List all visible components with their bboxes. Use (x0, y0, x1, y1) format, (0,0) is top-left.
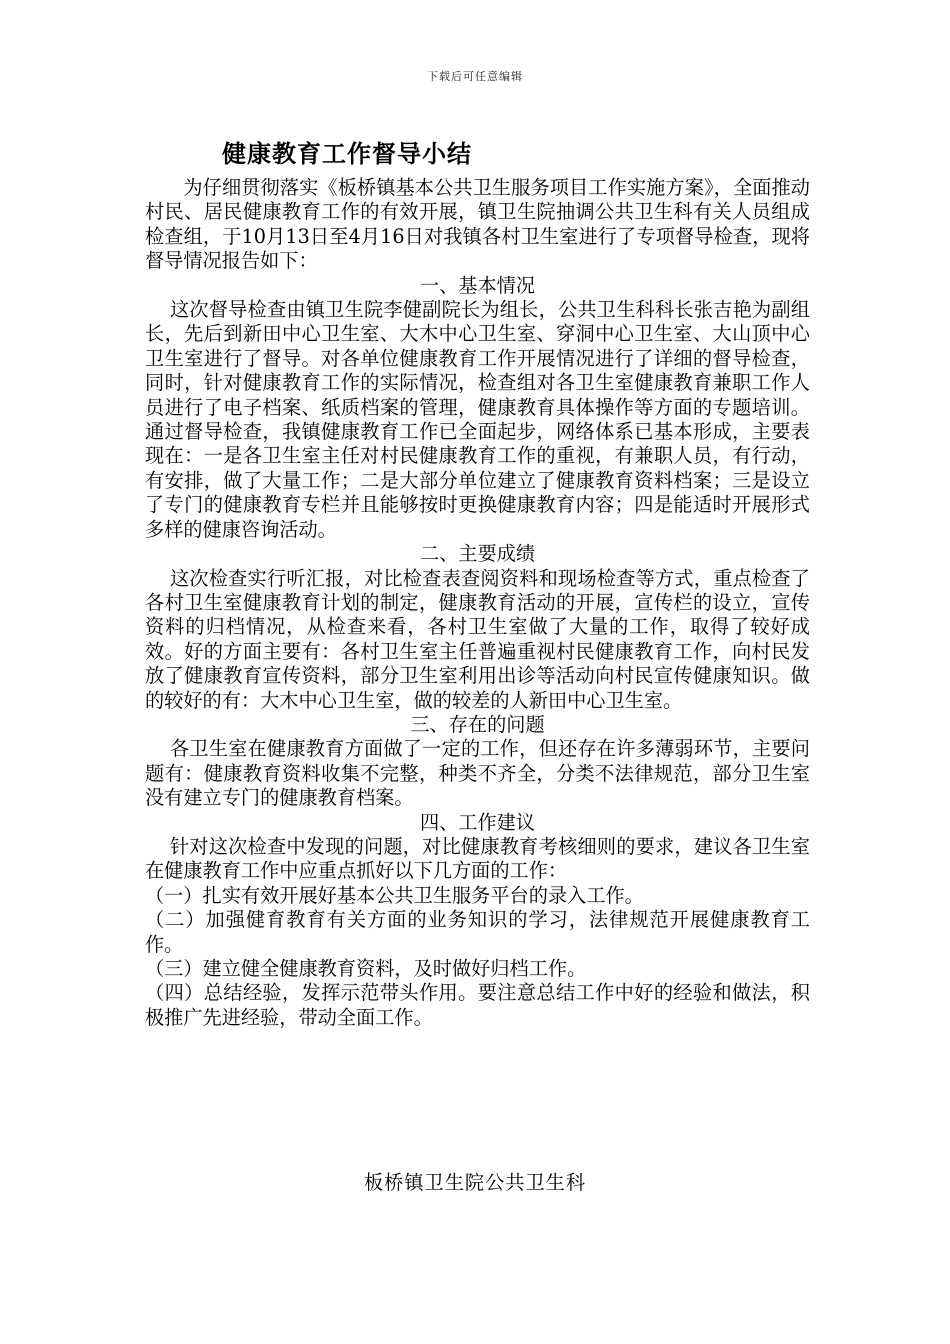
section-heading-existing-problems: 三、存在的问题 (410, 712, 545, 736)
section-body-work-suggestions: 针对这次检查中发现的问题，对比健康教育考核细则的要求，建议各卫生室在健康教育工作中应重点抓好以下几方面的工作： (145, 834, 810, 883)
section-body-basic-situation: 这次督导检查由镇卫生院李健副院长为组长，公共卫生科科长张吉艳为副组长，先后到新田中心卫生室、大木中心卫生室、穿洞中心卫生室、大山顶中心卫生室进行了督导。对各单位健康教育工作开展情况进行了详细的督导检查，同时，针对健康教育工作的实际情况，检查组对各卫生室健康教育兼职工作人员进行了电子档案、纸质档案的管理，健康教育具体操作等方面的专题培训。通过督导检查，我镇健康教育工作已全面起步，网络体系已基本形成，主要表现在：一是各卫生室主任对村民健康教育工作的重视，有兼职人员，有行动，有安排，做了大量工作；二是大部分单位建立了健康教育资料档案；三是设立了专门的健康教育专栏并且能够按时更换健康教育内容；四是能适时开展形式多样的健康咨询活动。 (145, 298, 810, 541)
header-note: 下载后可任意编辑 (427, 70, 523, 83)
suggestion-item-1: （一）扎实有效开展好基本公共卫生服务平台的录入工作。 (145, 883, 644, 907)
document-body (145, 176, 810, 1030)
document-title: 健康教育工作督导小结 (222, 140, 472, 168)
suggestion-item-3: （三）建立健全健康教育资料，及时做好归档工作。 (145, 957, 587, 980)
section-heading-basic-situation: 一、基本情况 (419, 273, 536, 297)
section-heading-work-suggestions: 四、工作建议 (419, 810, 536, 834)
intro-paragraph: 为仔细贯彻落实《板桥镇基本公共卫生服务项目工作实施方案》，全面推动村民、居民健康教育工作的有效开展，镇卫生院抽调公共卫生科有关人员组成检查组，于10月13日至4月16日对我镇各村卫生室进行了专项督导检查，现将督导情况报告如下： (145, 176, 810, 273)
suggestion-item-4: （四）总结经验，发挥示范带头作用。要注意总结工作中好的经验和做法，积极推广先进经验，带动全面工作。 (145, 981, 810, 1029)
section-heading-main-achievements: 二、主要成绩 (419, 542, 536, 566)
section-body-existing-problems: 各卫生室在健康教育方面做了一定的工作，但还存在许多薄弱环节，主要问题有：健康教育资料收集不完整，种类不齐全，分类不法律规范，部分卫生室没有建立专门的健康教育档案。 (145, 737, 810, 810)
section-body-main-achievements: 这次检查实行听汇报，对比检查表查阅资料和现场检查等方式，重点检查了各村卫生室健康教育计划的制定，健康教育活动的开展，宣传栏的设立，宣传资料的归档情况，从检查来看，各村卫生室做了大量的工作，取得了较好成效。好的方面主要有：各村卫生室主任普遍重视村民健康教育工作，向村民发放了健康教育宣传资料，部分卫生室利用出诊等活动向村民宣传健康知识。做的较好的有：大木中心卫生室，做的较差的人新田中心卫生室。 (145, 566, 810, 712)
signature: 板桥镇卫生院公共卫生科 (363, 1171, 587, 1194)
suggestion-item-2: （二）加强健育教育有关方面的业务知识的学习，法律规范开展健康教育工作。 (145, 908, 810, 956)
